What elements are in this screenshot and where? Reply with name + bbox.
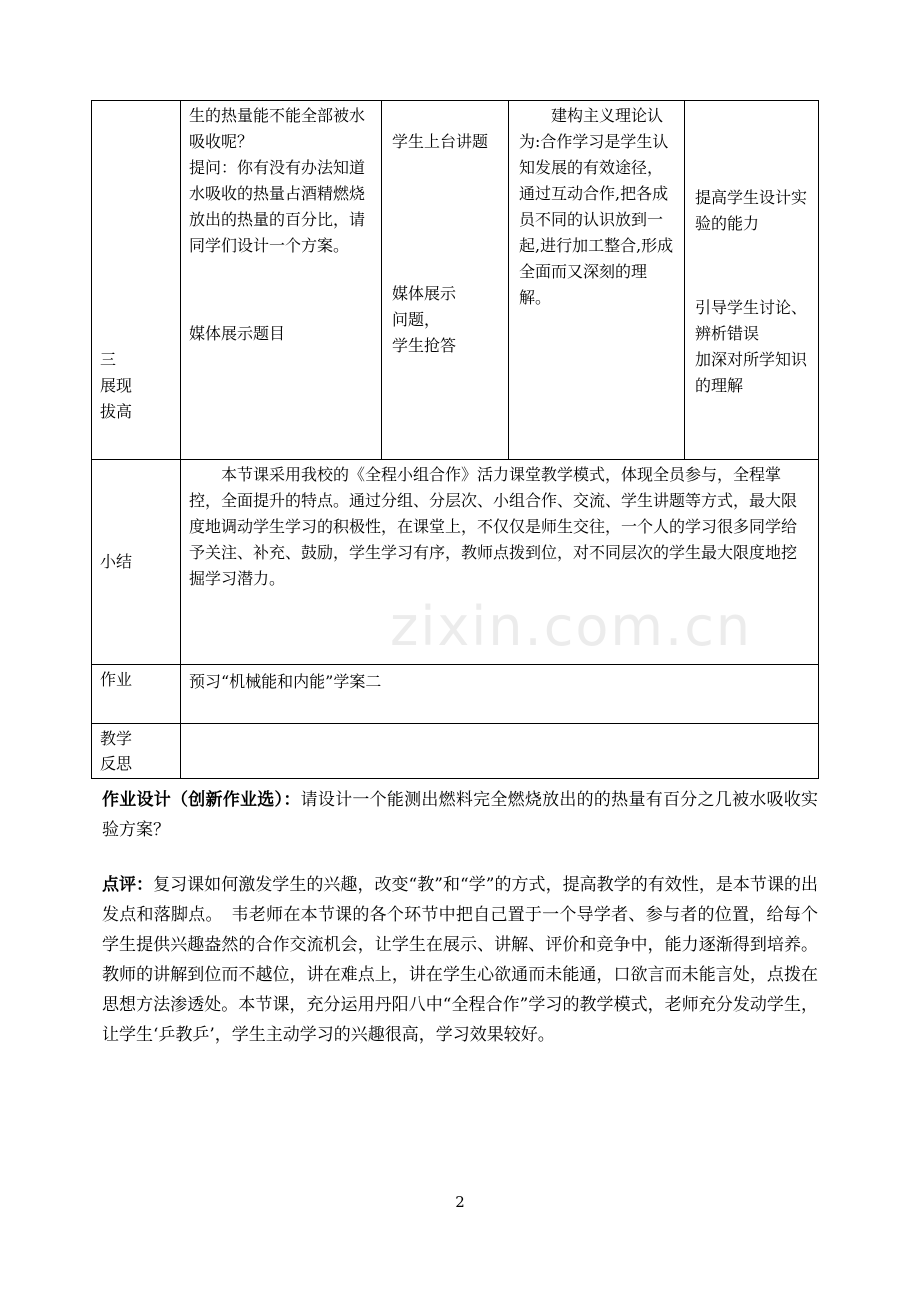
student-activity-cell [382, 101, 509, 460]
intent-text-1: 提高学生设计实验的能力 [695, 188, 808, 233]
homework-design-paragraph [102, 785, 818, 845]
homework-label: 作业 [100, 670, 133, 689]
homework-label-cell [92, 665, 181, 724]
watermark: zixin.com.cn [390, 595, 753, 658]
homework-design-text: 请设计一个能测出燃料完全燃烧放出的的热量有百分之几被水吸收实验方案？ [102, 790, 819, 840]
comment-text: 复习课如何激发学生的兴趣，改变“教”和“学”的方式，提高教学的有效性，是本节课的出发点和落脚点。 韦老师在本节课的各个环节中把自己置于一个导学者、参与者的位置，给每个学生提供兴趣盎然的合作交流机会，让学生在展示、讲解、评价和竞争中，能力逐渐得到培养。教师的讲解到位而不越位，讲在难点上，讲在学生心欲通而未能通，口欲言而未能言处，点拨在思想方法渗透处。本节课，充分运用丹阳八中“全程合作”学习的教学模式，老师充分发动学生，让学生‘乒教乒’，学生主动学习的兴趣很高，学习效果较好。 [102, 875, 819, 1045]
intent-cell [685, 101, 819, 460]
stage-label: 三 展现 拔高 [100, 350, 133, 421]
summary-text: 本节课采用我校的《全程小组合作》活力课堂教学模式，体现全员参与，全程掌控，全面提升的特点。通过分组、分层次、小组合作、交流、学生讲题等方式，最大限度地调动学生学习的积极性，在课堂上，不仅仅是师生交往，一个人的学习很多同学给予关注、补充、鼓励，学生学习有序，教师点拨到位，对不同层次的学生最大限度地挖掘学习潜力。 [181, 460, 819, 665]
teacher-activity-text: 生的热量能不能全部被水吸收呢？ 提问：你有没有办法知道水吸收的热量占酒精燃烧放出的热量的百分比，请同学们设计一个方案。 [189, 106, 366, 255]
teacher-activity-cell [181, 101, 382, 460]
reflection-label: 教学 反思 [92, 724, 181, 779]
comment-heading: 点评： [102, 875, 154, 895]
reflection-row [92, 724, 819, 779]
stage-row [92, 101, 819, 460]
lesson-plan-table [91, 100, 819, 779]
student-activity-1: 学生上台讲题 [392, 132, 489, 151]
intent-text-2: 引导学生讨论、辨析错误 加深对所学知识的理解 [695, 298, 808, 395]
page-number: 2 [455, 1193, 465, 1211]
theory-cell [509, 101, 685, 460]
student-activity-2: 媒体展示 问题， 学生抢答 [392, 284, 457, 355]
teacher-media-text: 媒体展示题目 [189, 324, 286, 343]
comment-paragraph [102, 870, 818, 1050]
reflection-text [181, 724, 819, 779]
summary-label: 小结 [100, 552, 133, 571]
theory-text: 建构主义理论认为:合作学习是学生认知发展的有效途径，通过互动合作,把各成员不同的认识放到一起,进行加工整合,形成全面而又深刻的理解。 [519, 106, 674, 307]
stage-label-cell [92, 101, 181, 460]
homework-text: 预习“机械能和内能”学案二 [181, 665, 819, 724]
summary-label-cell [92, 460, 181, 665]
homework-design-heading: 作业设计（创新作业选）： [102, 790, 301, 810]
homework-row [92, 665, 819, 724]
